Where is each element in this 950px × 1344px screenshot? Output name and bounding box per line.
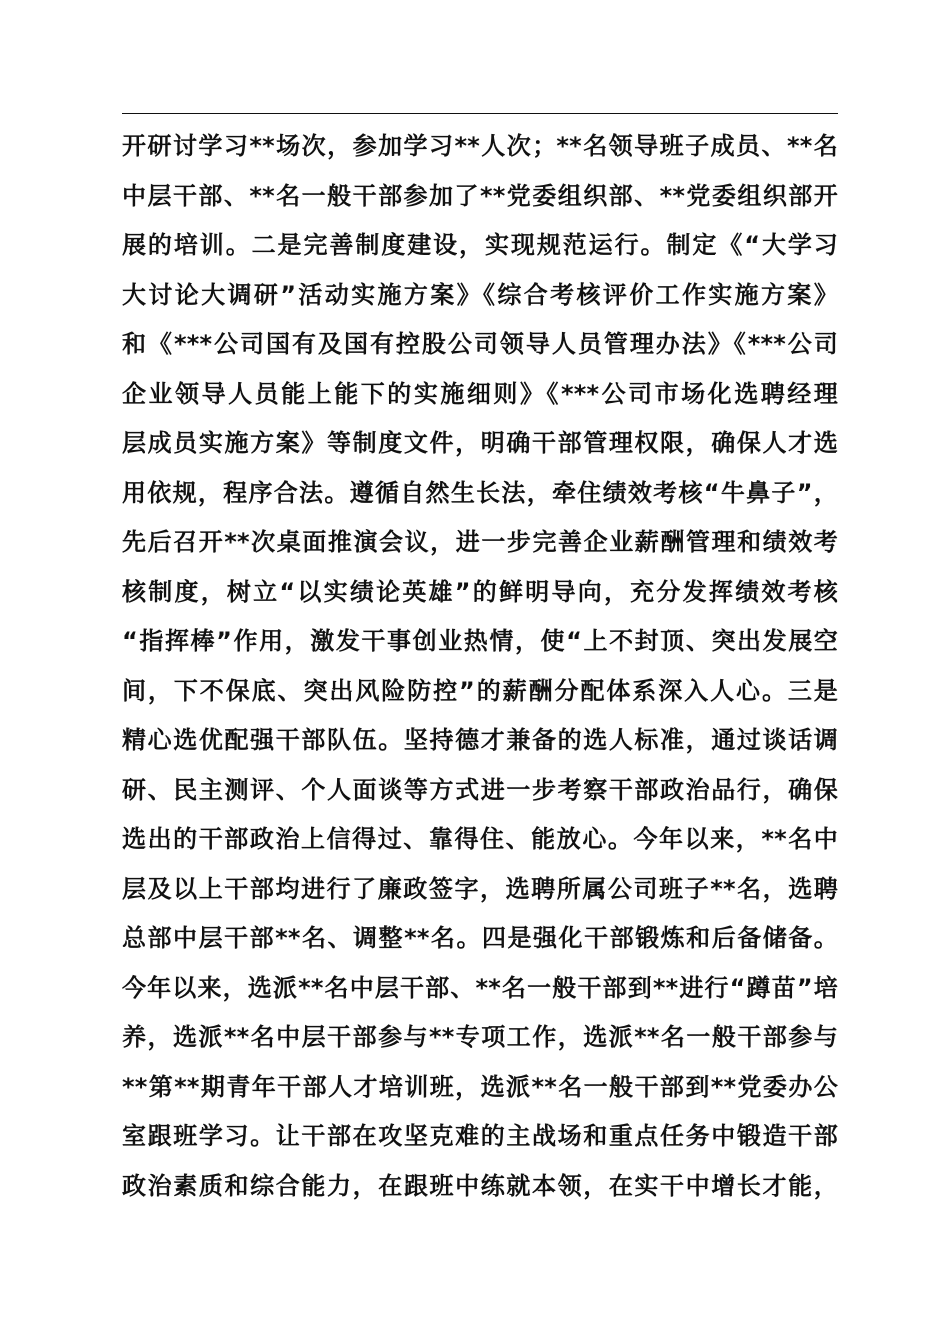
text-line: 展的培训。二是完善制度建设，实现规范运行。制定《“大学习	[122, 231, 838, 259]
text-line: 精心选优配强干部队伍。坚持德才兼备的选人标准，通过谈话调	[122, 726, 838, 754]
text-line: **第**期青年干部人才培训班，选派**名一般干部到**党委办公	[122, 1072, 838, 1101]
text-line: 开研讨学习**场次，参加学习**人次；**名领导班子成员、**名	[122, 132, 838, 160]
text-line: 间，下不保底、突出风险防控”的薪酬分配体系深入人心。三是	[122, 676, 838, 705]
text-line: 总部中层干部**名、调整**名。四是强化干部锻炼和后备储备。	[122, 924, 838, 952]
text-line: 今年以来，选派**名中层干部、**名一般干部到**进行“蹲苗”培	[122, 973, 838, 1002]
text-line: 和《***公司国有及国有控股公司领导人员管理办法》《***公司	[122, 330, 838, 358]
text-line: 层及以上干部均进行了廉政签字，选聘所属公司班子**名，选聘	[122, 874, 838, 903]
text-line: 养，选派**名中层干部参与**专项工作，选派**名一般干部参与	[122, 1023, 838, 1051]
body-text	[122, 122, 838, 1211]
text-line: 企业领导人员能上能下的实施细则》《***公司市场化选聘经理	[122, 379, 838, 408]
text-line: 政治素质和综合能力，在跟班中练就本领，在实干中增长才能，	[122, 1171, 838, 1200]
text-line: 层成员实施方案》等制度文件，明确干部管理权限，确保人才选	[122, 429, 838, 457]
text-line: 用依规，程序合法。遵循自然生长法，牵住绩效考核“牛鼻子”，	[122, 478, 838, 507]
header-rule	[122, 113, 838, 114]
text-line: 室跟班学习。让干部在攻坚克难的主战场和重点任务中锻造干部	[122, 1122, 838, 1150]
text-line: 中层干部、**名一般干部参加了**党委组织部、**党委组织部开	[122, 181, 838, 210]
text-line: “指挥棒”作用，激发干事创业热情，使“上不封顶、突出发展空	[122, 627, 838, 655]
text-line: 大讨论大调研”活动实施方案》《综合考核评价工作实施方案》	[122, 280, 838, 309]
text-line: 研、民主测评、个人面谈等方式进一步考察干部政治品行，确保	[122, 775, 838, 804]
text-line: 先后召开**次桌面推演会议，进一步完善企业薪酬管理和绩效考	[122, 528, 838, 556]
text-line: 选出的干部政治上信得过、靠得住、能放心。今年以来，**名中	[122, 825, 838, 853]
text-line: 核制度，树立“以实绩论英雄”的鲜明导向，充分发挥绩效考核	[122, 577, 838, 606]
